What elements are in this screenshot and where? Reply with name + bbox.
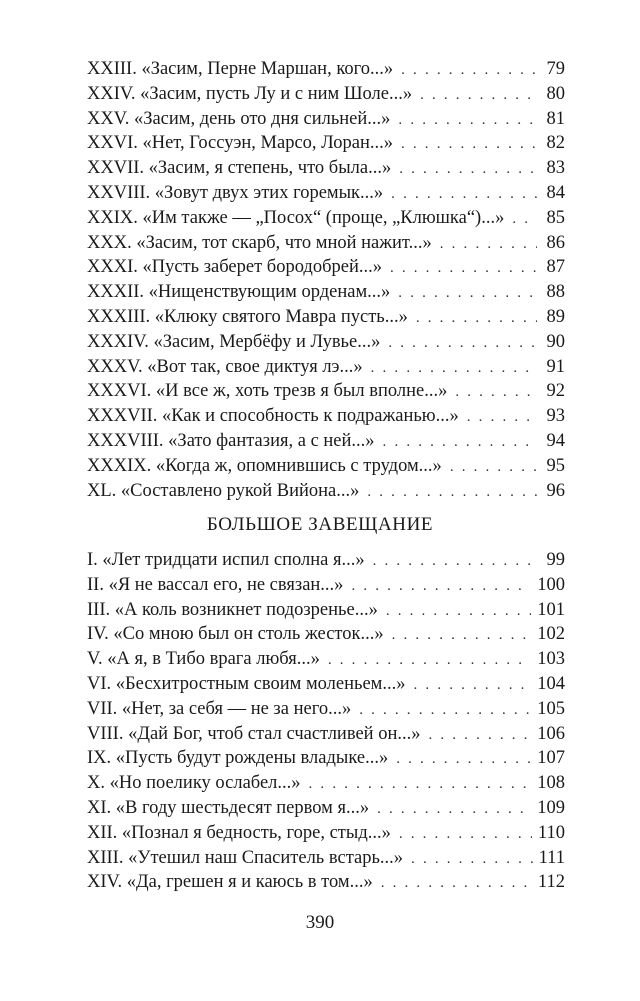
dot-leader: [388, 331, 537, 356]
toc-entry: [87, 330, 565, 355]
toc-entry: [87, 598, 565, 623]
toc-entry-page: 102: [537, 624, 565, 645]
toc-entry-title: XXXVI. «И все ж, хоть трезв я был вполне...»: [87, 381, 448, 402]
dot-leader: [367, 480, 537, 505]
toc-entry: [87, 548, 565, 573]
toc-entry-title: XXVI. «Нет, Госсуэн, Марсо, Лоран...»: [87, 133, 393, 154]
dot-leader: [467, 405, 537, 430]
toc-entry-title: XII. «Познал я бедность, горе, стыд...»: [87, 822, 391, 843]
dot-leader: [428, 723, 531, 748]
page-number: 390: [305, 912, 335, 933]
dot-leader: [420, 83, 537, 108]
toc-entry: [87, 57, 565, 82]
toc-entry-page: 109: [537, 797, 565, 818]
toc-entry-page: 101: [537, 599, 565, 620]
dot-leader: [401, 132, 537, 157]
toc-entry: [87, 404, 565, 429]
toc-entry-page: 95: [546, 455, 565, 476]
toc-entry-title: X. «Но поелику ослабел...»: [87, 773, 301, 794]
toc-entry-page: 100: [537, 574, 565, 595]
toc-entry: [87, 622, 565, 647]
dot-leader: [398, 281, 537, 306]
dot-leader: [351, 574, 531, 599]
toc-entry-title: XXIX. «Им также — „Посох“ (проще, „Клюшка“)...»: [87, 207, 505, 228]
toc-entry-title: II. «Я не вассал его, не связан...»: [87, 574, 344, 595]
dot-leader: [398, 108, 537, 133]
toc-entry: [87, 255, 565, 280]
toc-entry: [87, 821, 565, 846]
dot-leader: [440, 232, 537, 257]
toc-entry-title: XXXIII. «Клюку святого Мавра пусть...»: [87, 306, 408, 327]
toc-entry: [87, 131, 565, 156]
toc-entry: [87, 107, 565, 132]
toc-entry-title: VI. «Бесхитростным своим моленьем...»: [87, 673, 406, 694]
toc-entry-title: VII. «Нет, за себя — не за него...»: [87, 698, 352, 719]
toc-entry-title: XXXIV. «Засим, Мербёфу и Лувье...»: [87, 331, 381, 352]
toc-entry-page: 92: [546, 381, 565, 402]
toc-entry-page: 87: [546, 257, 565, 278]
toc-entry-title: XXVII. «Засим, я степень, что была...»: [87, 158, 392, 179]
toc-entry: [87, 870, 565, 895]
toc-entry-page: 90: [546, 331, 565, 352]
toc-entry-title: V. «А я, в Тибо врага любя...»: [87, 649, 320, 670]
toc-entry-page: 96: [546, 480, 565, 501]
toc-entry: [87, 82, 565, 107]
toc-entry-page: 83: [546, 158, 565, 179]
toc-entry: [87, 672, 565, 697]
toc-entry-title: IX. «Пусть будут рождены владыке...»: [87, 748, 389, 769]
toc-entry: [87, 722, 565, 747]
toc-entry-title: XXXVII. «Как и способность к подражанью...»: [87, 406, 459, 427]
dot-leader: [377, 797, 531, 822]
toc-entry: [87, 355, 565, 380]
toc-entry: [87, 280, 565, 305]
toc-entry: [87, 379, 565, 404]
toc-entry-title: VIII. «Дай Бог, чтоб стал счастливей он...»: [87, 723, 421, 744]
toc-entry-title: XXV. «Засим, день ото дня сильней...»: [87, 108, 391, 129]
toc-entry-page: 94: [546, 430, 565, 451]
dot-leader: [309, 772, 532, 797]
toc-entry-page: 110: [537, 822, 565, 843]
toc-entry-title: XXXIX. «Когда ж, опомнившись с трудом...»: [87, 455, 442, 476]
toc-entry-title: XI. «В году шестьдесят первом я...»: [87, 797, 370, 818]
toc-entry: [87, 156, 565, 181]
dot-leader: [414, 673, 532, 698]
toc-entry-title: XXXVIII. «Зато фантазия, а с ней...»: [87, 430, 375, 451]
toc-entry-title: XIV. «Да, грешен я и каюсь в том...»: [87, 872, 373, 893]
dot-leader: [371, 356, 537, 381]
toc-entry-title: XXXII. «Нищенствующим орденам...»: [87, 282, 391, 303]
toc-entry: [87, 697, 565, 722]
toc-entry-page: 108: [537, 773, 565, 794]
dot-leader: [450, 455, 537, 480]
toc-entry-page: 112: [537, 872, 565, 893]
toc-entry: [87, 479, 565, 504]
toc-entry-page: 79: [546, 59, 565, 79]
toc-entry: [87, 746, 565, 771]
section-heading: БОЛЬШОЕ ЗАВЕЩАНИЕ: [206, 514, 434, 535]
toc-list-part2: [87, 548, 565, 895]
toc-entry: [87, 429, 565, 454]
toc-entry-page: 86: [546, 232, 565, 253]
toc-entry-page: 81: [546, 108, 565, 129]
toc-entry-title: XXIII. «Засим, Перне Маршан, кого...»: [87, 59, 394, 79]
toc-entry: [87, 796, 565, 821]
dot-leader: [328, 648, 531, 673]
toc-entry-title: XXXV. «Вот так, свое диктуя лэ...»: [87, 356, 363, 377]
toc-entry-title: XXIV. «Засим, пусть Лу и с ним Шоле...»: [87, 83, 413, 104]
toc-entry-page: 107: [537, 748, 565, 769]
toc-entry-page: 106: [537, 723, 565, 744]
dot-leader: [381, 871, 532, 896]
dot-leader: [373, 549, 537, 574]
dot-leader: [416, 306, 537, 331]
dot-leader: [455, 380, 537, 405]
toc-entry: [87, 181, 565, 206]
toc-entry-page: 105: [537, 698, 565, 719]
toc-entry-page: 99: [546, 550, 565, 570]
toc-entry-page: 103: [537, 649, 565, 670]
toc-entry-title: I. «Лет тридцати испил сполна я...»: [87, 550, 365, 570]
toc-entry: [87, 573, 565, 598]
toc-entry-page: 88: [546, 282, 565, 303]
dot-leader: [399, 822, 532, 847]
toc-entry-page: 82: [546, 133, 565, 154]
dot-leader: [392, 623, 532, 648]
toc-entry: [87, 846, 565, 871]
toc-entry-title: III. «А коль возникнет подозренье...»: [87, 599, 378, 620]
toc-entry-page: 111: [538, 847, 565, 868]
dot-leader: [512, 207, 537, 232]
toc-entry-title: IV. «Со мною был он столь жесток...»: [87, 624, 384, 645]
toc-entry-page: 104: [537, 673, 565, 694]
dot-leader: [399, 157, 537, 182]
toc-entry-page: 84: [546, 182, 565, 203]
dot-leader: [383, 430, 537, 455]
toc-entry-page: 91: [546, 356, 565, 377]
toc-entry: [87, 647, 565, 672]
toc-entry: [87, 771, 565, 796]
toc-entry: [87, 206, 565, 231]
toc-list-part1: [87, 57, 565, 503]
dot-leader: [411, 847, 533, 872]
dot-leader: [391, 182, 537, 207]
toc-entry-page: 89: [546, 306, 565, 327]
toc-entry-page: 80: [546, 83, 565, 104]
toc-entry-title: XXX. «Засим, тот скарб, что мной нажит...»: [87, 232, 432, 253]
toc-entry-title: XIII. «Утешил наш Спаситель встарь...»: [87, 847, 404, 868]
toc-entry-page: 93: [546, 406, 565, 427]
toc-entry-title: XXXI. «Пусть заберет бородобрей...»: [87, 257, 382, 278]
toc-entry: [87, 454, 565, 479]
dot-leader: [396, 747, 531, 772]
toc-entry: [87, 231, 565, 256]
toc-entry-title: XL. «Составлено рукой Вийона...»: [87, 480, 360, 501]
dot-leader: [390, 256, 537, 281]
dot-leader: [359, 698, 531, 723]
toc-entry-page: 85: [546, 207, 565, 228]
toc-entry-title: XXVIII. «Зовут двух этих горемык...»: [87, 182, 384, 203]
dot-leader: [386, 599, 531, 624]
toc-entry: [87, 305, 565, 330]
dot-leader: [401, 58, 537, 83]
